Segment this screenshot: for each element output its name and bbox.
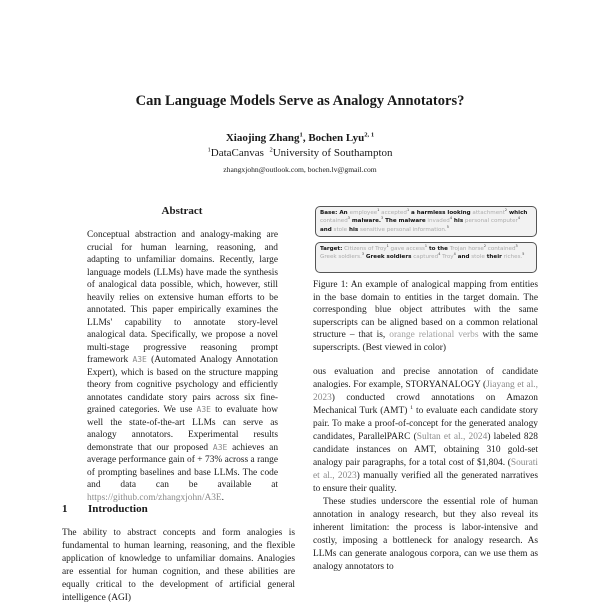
body-text: ) manually verified all the generated narratives to ensure their quality.	[313, 471, 538, 494]
fig-attribute: Troy	[440, 254, 454, 261]
citation-link[interactable]: Jiayang et al., 2023	[313, 380, 538, 403]
caption-text: Figure 1: An example of analogical mapping from entities in the base domain to entities in the target domain. The corresponding blue object attributes with the same superscripts can be aligned based on a common relational structure – that is,	[313, 280, 538, 340]
fig-attribute: attachment	[470, 210, 505, 216]
citation-link[interactable]: Sultan et al., 2024	[416, 432, 488, 442]
abstract-text-segment: (Automated Analogy Annotation Expert), which is based on the structure mapping theory from cognitive psychology and efficiently annotates candidate story pairs across six fine-grained categories. We use	[87, 355, 278, 415]
section-heading	[62, 503, 148, 515]
affiliation: DataCanvas	[210, 147, 264, 159]
code-link[interactable]: https://github.com/zhangxjohn/A3E	[87, 492, 222, 503]
fig-relation: stole	[331, 226, 348, 233]
fig-sup: 2	[483, 244, 486, 249]
base-label: Base:	[320, 210, 338, 216]
method-name: A3E	[132, 355, 147, 364]
fig-relation: captured	[411, 254, 439, 261]
fig-text: and	[455, 254, 470, 261]
fig-attribute: Citizens of Troy	[342, 246, 387, 252]
fig-attribute: sensitive personal information.	[358, 226, 447, 233]
fig-sup: 2	[504, 208, 508, 213]
fig-sup: 4	[453, 252, 456, 257]
abstract-text-segment: .	[221, 492, 224, 503]
fig-text: The malware	[383, 218, 426, 225]
section-title: Introduction	[88, 503, 148, 515]
author-affil-sup: 2, 1	[364, 131, 375, 139]
figure-target-box	[315, 242, 537, 273]
fig-text: malware.	[349, 218, 381, 225]
fig-sup: 1	[424, 244, 428, 249]
fig-text: a harmless looking	[409, 210, 471, 216]
figure-caption	[313, 279, 538, 354]
fig-sup: 1	[406, 208, 410, 213]
body-text: ous evaluation and precise annotation of candidate analogies. For example, STORYANALOGY (	[313, 367, 538, 390]
author-list	[0, 132, 600, 144]
fig-relation: invaded	[425, 218, 450, 225]
fig-attribute: Greek soldiers.	[320, 254, 362, 261]
fig-sup: 4	[517, 216, 520, 221]
fig-text: which	[507, 210, 528, 216]
fig-text: and	[320, 226, 332, 233]
abstract-text-segment: to evaluate how well the state-of-the-art LLMs can serve as analogy annotators. Experimental results demonstrate that our proposed	[87, 405, 278, 453]
author-affil-sup: 1	[299, 131, 303, 139]
figure-base-box	[315, 206, 537, 237]
abstract-heading: Abstract	[161, 205, 203, 217]
abstract-text	[87, 229, 278, 504]
affiliations	[0, 147, 600, 159]
paper-title: Can Language Models Serve as Analogy Annotators?	[135, 93, 465, 109]
fig-sup: 4	[438, 252, 441, 257]
affiliation: University of Southampton	[272, 147, 393, 159]
body-text: to evaluate each candidate story pair. To make a proof-of-concept for the generated analogy candidates, ParallelPARC (	[313, 406, 538, 442]
fig-sup: 3	[347, 216, 350, 221]
section-number: 1	[62, 503, 68, 515]
right-column-text	[313, 366, 538, 574]
fig-sup: 3	[515, 244, 518, 249]
body-text: ) labeled 828 candidate instances on AMT, obtaining 310 gold-set analogy pair paragraphs, for a total cost of $1,804. (	[313, 432, 538, 468]
fig-sup: 3	[381, 216, 384, 221]
affil-sup: 2	[269, 146, 273, 154]
fig-sup: 1	[377, 208, 380, 213]
fig-attribute: personal computer	[463, 218, 518, 225]
method-name: A3E	[196, 405, 211, 414]
paragraph: These studies underscore the essential role of human annotation in analogy research, but they also reveal its inherent limitation: the process is labor-intensive and costly, imposing a bottleneck for analogy research. As LLMs can generate analogous corpora, can we use them as analogy annotators to	[313, 497, 538, 572]
author-separator: ,	[302, 132, 309, 144]
target-label: Target:	[320, 246, 343, 252]
author-emails: zhangxjohn@outlook.com, bochen.lv@gmail.com	[223, 165, 377, 174]
footnote-marker[interactable]: 1	[410, 404, 414, 411]
abstract-text-segment: achieves an average performance gain of + 73% across a range of prompting baselines and base LLMs. The code and data can be available at	[87, 442, 279, 490]
abstract-text-segment: Conceptual abstraction and analogy-making are crucial for human learning, reasoning, and adapting to unfamiliar domains. Recently, large language models (LLMs) have made the synthesis of analogical data possible, which, however, still heavily relies on extensive human efforts to be annotated. This paper empirically examines the LLMs' capability to annotate story-level analogical data. Specifically, we propose a novel multi-stage progressive reasoning prompt framework	[87, 230, 278, 365]
paragraph	[313, 366, 538, 496]
fig-relation: gave access	[388, 246, 425, 252]
fig-attribute: Trojan horse	[447, 246, 484, 252]
fig-text: his	[347, 226, 359, 233]
author-name: Xiaojing Zhang	[225, 132, 300, 144]
fig-text: Greek soldiers	[363, 254, 412, 261]
fig-relation: contained	[320, 218, 348, 225]
intro-paragraph: The ability to abstract concepts and form analogies is fundamental to human learning, reasoning, and the flexible application of knowledge to unfamiliar domains. Analogies are essential for human cognition, and these abilities are equally critical to the development of artificial general intelligence (AGI)	[62, 528, 295, 603]
fig-relation: stole	[469, 254, 485, 261]
fig-text: his	[451, 218, 464, 225]
caption-highlight: orange relational verbs	[389, 330, 479, 340]
affil-sup: 1	[207, 146, 211, 154]
body-text: ) conducted crowd annotations on Amazon Mechanical Turk (AMT)	[313, 393, 538, 416]
fig-sup: 5	[446, 224, 449, 229]
fig-attribute: riches.	[501, 254, 523, 261]
fig-text: An	[337, 210, 350, 216]
fig-text: to the	[427, 246, 448, 252]
fig-text: their	[484, 254, 502, 261]
fig-attribute: employee	[349, 210, 378, 216]
author-name: Bochen Lyu	[308, 132, 365, 144]
caption-text: with the same superscripts. (Best viewed in color)	[313, 330, 538, 353]
fig-relation: contained	[485, 246, 516, 252]
fig-sup: 5	[522, 252, 525, 257]
citation-link[interactable]: Sourati et al., 2023	[313, 458, 538, 481]
fig-sup: 4	[449, 216, 452, 221]
fig-sup: 3	[361, 252, 364, 257]
method-name: A3E	[212, 442, 228, 452]
fig-sup: 1	[386, 244, 389, 249]
fig-relation: accepted	[379, 210, 407, 216]
